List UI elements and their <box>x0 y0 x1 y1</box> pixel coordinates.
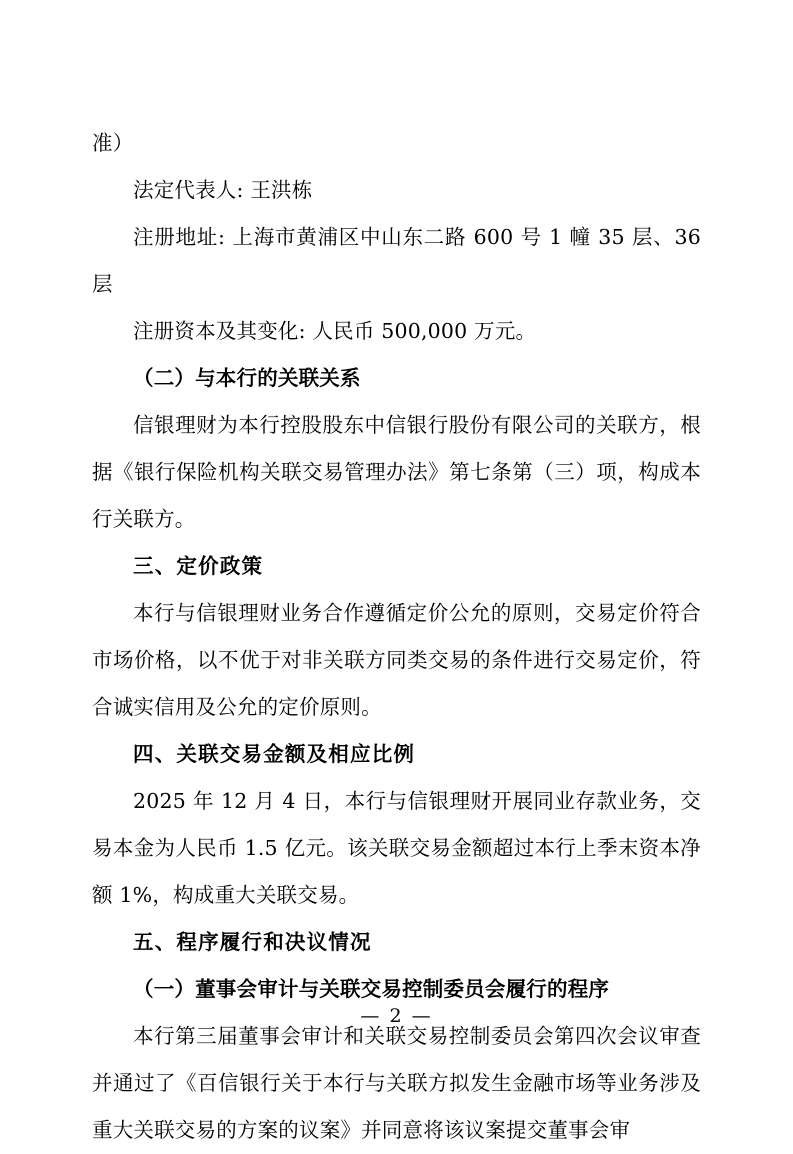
document-body <box>92 120 701 1154</box>
subsection-heading-board-committee: （一）董事会审计与关联交易控制委员会履行的程序 <box>133 977 610 1001</box>
subsection-heading-affiliation: （二）与本行的关联关系 <box>133 366 361 390</box>
paragraph-pricing-policy: 本行与信银理财业务合作遵循定价公允的原则，交易定价符合市场价格，以不优于对非关联方同类交易的条件进行交易定价，符合诚实信用及公允的定价原则。 <box>92 601 701 719</box>
legal-representative-line: 法定代表人: 王洪栋 <box>133 178 313 202</box>
registered-address-line: 注册地址: 上海市黄浦区中山东二路 600 号 1 幢 35 层、36 层 <box>92 225 701 296</box>
section-heading-pricing-policy: 三、定价政策 <box>133 554 264 578</box>
paragraph-board-committee: 本行第三届董事会审计和关联交易控制委员会第四次会议审查并通过了《百信银行关于本行与关联方拟发生金融市场等业务涉及重大关联交易的方案的议案》并同意将该议案提交董事会审 <box>92 1024 701 1142</box>
paragraph-continuation: 准） <box>92 131 134 155</box>
page-footer: — 2 — <box>360 1005 433 1027</box>
paragraph-transaction-amount: 2025 年 12 月 4 日，本行与信银理财开展同业存款业务，交易本金为人民币 1.5 亿元。该关联交易金额超过本行上季末资本净额 1%，构成重大关联交易。 <box>92 789 701 907</box>
section-heading-transaction-amount: 四、关联交易金额及相应比例 <box>133 742 416 766</box>
registered-capital-line: 注册资本及其变化: 人民币 500,000 万元。 <box>133 319 537 343</box>
paragraph-affiliation: 信银理财为本行控股股东中信银行股份有限公司的关联方，根据《银行保险机构关联交易管理办法》第七条第（三）项，构成本行关联方。 <box>92 413 701 531</box>
section-heading-procedures: 五、程序履行和决议情况 <box>133 930 372 954</box>
